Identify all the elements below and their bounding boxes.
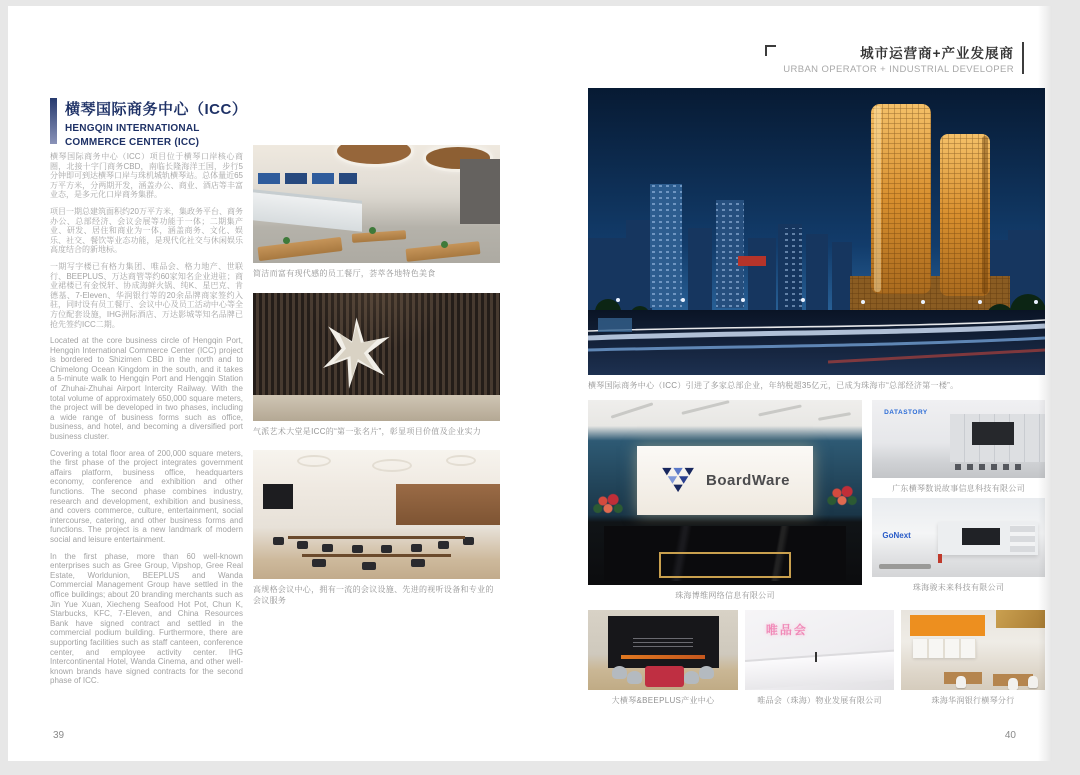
datastory-logo-text: DATASTORY	[884, 409, 928, 417]
ceiling-light-strip	[758, 405, 801, 417]
lounge-chair	[684, 671, 699, 684]
photo-art-lobby	[253, 293, 500, 437]
body-text-column	[50, 152, 243, 693]
meeting-chairs	[955, 464, 1024, 470]
art-lobby-image	[253, 293, 500, 421]
serving-counter	[253, 189, 362, 231]
menu-board	[258, 173, 280, 184]
section-title-block	[50, 98, 247, 149]
paragraph-zh-1: 横琴国际商务中心（ICC）项目位于横琴口岸核心商圈，北接十字门商务CBD，南临长隆海洋王国，步行5分钟即可到达横琴口岸与珠机城轨横琴站。总体量近65万平方米，分两期开发，涵盖办公、商业、酒店等丰富业态，是多元化口岸商务集群。	[50, 152, 243, 200]
corner-bracket-icon	[765, 45, 776, 56]
boardware-logo-wall	[637, 446, 812, 514]
section-title-en-line2: COMMERCE CENTER (ICC)	[65, 136, 200, 148]
ceiling-ring	[446, 455, 476, 466]
page-header	[765, 42, 1024, 75]
wood-ceiling-feature	[337, 145, 411, 164]
dark-wall-panel	[460, 159, 500, 224]
menu-board	[312, 173, 334, 184]
wall-text-lines	[633, 637, 693, 647]
gonext-office-image	[872, 498, 1045, 577]
poster-wall	[913, 639, 976, 658]
paragraph-en-3: In the first phase, more than 60 well-known enterprises such as Gree Group, Vipshop, Gree Real Estate, Worldunion, BEEPLUS and Wanda Commercial Management Group have settled in the office buildings; about 20 branding merchants such as Jin Yue Xuan, Xiecheng Seafood Hot Pot, Chun K, Starbucks, KFC, 7-Eleven, and China Resources Bank have signed contract and settled in the commercial podium building. Furthermore, there are supporting facilities such as staff canteen, conference center, and employee activity center. IHG Intercontinental Hotel, Wanda Cinema, and other well-known brands have signed contracts for the second phase of ICC.	[50, 551, 243, 686]
wall-screen	[972, 422, 1014, 445]
section-title-en-line1: HENGQIN INTERNATIONAL	[65, 123, 200, 134]
ceiling-light-strip	[682, 400, 731, 414]
gold-desk-trim	[659, 552, 791, 578]
page-number-right: 40	[1004, 730, 1016, 741]
conference-chair	[312, 559, 326, 567]
menu-board	[339, 173, 356, 184]
vipshop-logo-text: 唯品会	[765, 623, 808, 638]
header-vertical-rule	[1022, 42, 1024, 74]
boardware-logo-icon	[660, 466, 698, 494]
caption-art-lobby: 气派艺术大堂是ICC的“第一张名片”，彰显项目价值及企业实力	[253, 427, 482, 436]
datastory-office-image	[872, 400, 1045, 478]
beeplus-center-image	[588, 610, 738, 690]
photo-datastory-office	[872, 400, 1045, 494]
vipshop-reception-image	[745, 610, 894, 690]
header-title-en: URBAN OPERATOR + INDUSTRIAL DEVELOPER	[783, 64, 1014, 75]
certificate-frames	[1010, 525, 1034, 552]
dining-table	[352, 230, 407, 243]
conference-chair	[322, 544, 333, 552]
caption-staff-cafeteria: 简洁而富有现代感的员工餐厅，荟萃各地特色美食	[253, 269, 436, 278]
caption-icc-towers: 横琴国际商务中心（ICC）引进了多家总部企业，年纳税超35亿元，已成为珠海市“总部经济第一楼”。	[588, 381, 959, 390]
white-sculpture	[307, 316, 406, 390]
client-chair	[956, 676, 966, 688]
photo-crbank-branch	[901, 610, 1045, 706]
paragraph-zh-3: 一期写字楼已有格力集团、唯品会、格力地产、世联行、BEEPLUS、万达商管等约60家知名企业进驻；商业裙楼已有金悦轩、协成海鲜火锅、纯K、星巴克、肯德基、7-Eleven、华润银行等的20余品牌商家签约入驻，同时设有员工餐厅、会议中心及员工活动中心等全方位配套设施，IHG洲际酒店、万达影城等知名品牌已抢先签约ICC二期。	[50, 261, 243, 329]
title-accent-bar	[50, 98, 57, 144]
table-plant	[369, 227, 376, 234]
ceiling-ring	[372, 459, 412, 472]
paragraph-en-1: Located at the core business circle of Hengqin Port, Hengqin International Commerce Center (ICC) project is bordered to Shizimen CBD in the north and to Chimelong Ocean Kingdom in the south, and it takes a 5-minute walk to Hengqin Port and Hengqin Station of Zhuhai-Zhuhai Airport Intercity Railway. With the total volume of approximately 650,000 square meters, the project will be developed in two phases, including a wide range of business forms such as office, business, and hotel, and becoming a diversified port business cluster.	[50, 336, 243, 442]
presentation-screen	[263, 484, 293, 510]
photo-conference-center	[253, 450, 500, 606]
caption-boardware: 珠海博维网络信息有限公司	[675, 591, 775, 600]
lounge-chair	[699, 666, 714, 679]
photo-icc-towers-night	[588, 88, 1045, 391]
wood-back-wall	[396, 484, 500, 525]
header-title-zh: 城市运营商+产业发展商	[860, 46, 1014, 61]
caption-vipshop: 唯品会（珠海）物业发展有限公司	[757, 696, 882, 705]
red-sofa	[645, 666, 684, 687]
lobby-bench	[879, 564, 931, 569]
caption-crbank: 珠海华润银行横琴分行	[931, 696, 1015, 705]
photo-gonext-office	[872, 498, 1045, 593]
menu-board	[285, 173, 307, 184]
conference-chair	[362, 562, 376, 570]
paragraph-zh-2: 项目一期总建筑面积约20万平方米，集政务平台、商务办公、总部经济、会议会展等功能于一体；二期集产业、研发、居住和商业为一体，涵盖商务、文化、娱乐、社交、餐饮等业态功能，是现代化社交与休闲娱乐高度结合的新地标。	[50, 206, 243, 255]
section-title-zh: 横琴国际商务中心（ICC）	[65, 101, 248, 118]
conference-chair	[411, 544, 422, 552]
lounge-chair	[627, 671, 642, 684]
conference-chair	[352, 545, 363, 553]
boardware-lobby-image	[588, 400, 862, 585]
table-plant	[441, 241, 448, 248]
conference-chair	[438, 541, 449, 549]
conference-chair	[273, 537, 284, 545]
fire-extinguisher	[938, 554, 942, 563]
ceiling-ring	[297, 455, 331, 467]
client-chair	[1008, 678, 1018, 690]
orange-logo-strip	[621, 655, 705, 659]
night-cityscape-graphic	[588, 88, 1045, 375]
photo-staff-cafeteria	[253, 145, 500, 279]
conference-chair	[381, 545, 392, 553]
caption-gonext: 珠海骏未来科技有限公司	[912, 583, 1005, 592]
client-chair	[1028, 676, 1038, 688]
photo-vipshop-reception	[745, 610, 894, 706]
conference-chair	[411, 559, 425, 567]
document-spread	[8, 6, 1052, 761]
section-title-en	[65, 122, 247, 149]
orange-brand-wall	[910, 615, 985, 636]
boardware-logo-text: BoardWare	[706, 471, 790, 489]
desk-microphone	[815, 652, 817, 662]
caption-beeplus: 大横琴&BEEPLUS产业中心	[611, 696, 715, 705]
reception-counter	[745, 649, 894, 690]
crbank-branch-image	[901, 610, 1045, 690]
red-flower-arrangement	[825, 481, 859, 511]
ceiling-light-strip	[818, 412, 851, 421]
conference-table	[302, 554, 450, 557]
conference-table	[288, 536, 466, 539]
staff-cafeteria-image	[253, 145, 500, 263]
icc-towers-night-image	[588, 88, 1045, 375]
photo-boardware-lobby	[588, 400, 862, 601]
table-plant	[283, 237, 290, 244]
lobby-floor	[253, 395, 500, 421]
caption-datastory: 广东横琴数说故事信息科技有限公司	[892, 484, 1025, 493]
conference-chair	[297, 541, 308, 549]
gold-ceiling	[996, 610, 1045, 628]
caption-conference-center: 高规格会议中心，拥有一流的会议设施、先进的视听设备和专业的会议服务	[253, 585, 494, 605]
ceiling-light-strip	[611, 403, 654, 419]
lounge-chair	[612, 666, 627, 679]
gonext-logo-text: GoNext	[882, 531, 911, 541]
wall-screen	[962, 528, 1000, 545]
page-number-left: 39	[53, 730, 65, 741]
dining-table	[257, 237, 342, 261]
paragraph-en-2: Covering a total floor area of 200,000 square meters, the first phase of the project integrates government affairs platform, business office, headquarters economy, conference and exhibition and other functions. The second phase combines industry, research and development, exhibition and business, and covers commerce, culture, entertainment, social intercourse, catering, and other business forms and functions. The project is a new landmark of modern social and leisure entertainment.	[50, 448, 243, 544]
photo-beeplus-center	[588, 610, 738, 706]
conference-center-image	[253, 450, 500, 579]
red-flower-arrangement	[591, 489, 625, 519]
